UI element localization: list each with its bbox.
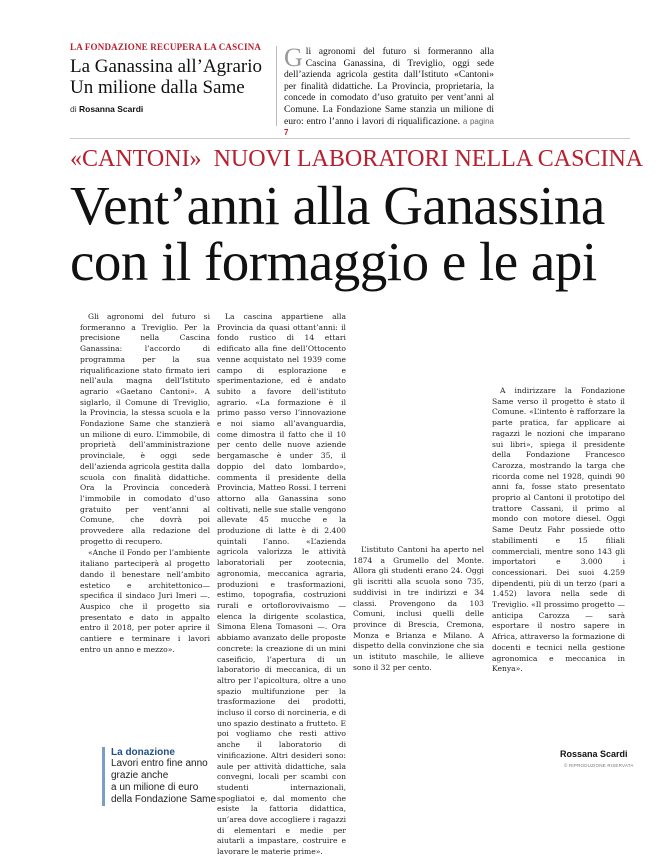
donation-box-title: La donazione xyxy=(111,747,175,758)
section-divider xyxy=(70,138,630,139)
donation-box-line4: della Fondazione Same xyxy=(111,794,217,805)
teaser-title-line2: Un milione dalla Same xyxy=(70,77,245,98)
donation-box xyxy=(102,747,261,806)
teaser-title-line1: La Ganassina all’Agrario xyxy=(70,56,263,77)
summary-dropcap: G xyxy=(284,43,303,72)
teaser-byline xyxy=(70,104,270,114)
paragraph: «Anche il Fondo per l’ambiente italiano parteciperà al progetto dando il benestare nell’ambito estetico e architettonico— specifica il sindaco Juri Imeri —. Auspico che il progetto sia presentato e dato in appalto entro il 2018, per poter aprire il cantiere e terminare i lavori entro un anno e mezzo». xyxy=(80,548,210,654)
paragraph: L’istituto Cantoni ha aperto nel 1874 a Grumello del Monte. Allora gli studenti erano 24. Oggi gli iscritti alla scuola sono 735, suddivisi in tre indirizzi e 34 classi. Provengono da 103 Comuni, inclusi quelli delle province di Brescia, Cremona, Monza e Brianza e Milano. A dispetto della convinzione che sia un istituto maschile, le allieve sono il 32 per cento. xyxy=(353,545,484,672)
donation-box-line2: grazie anche xyxy=(111,770,169,781)
byline-prefix: di xyxy=(70,104,77,114)
headline-line1: Vent’anni alla Ganassina xyxy=(70,175,605,236)
byline-author: Rosanna Scardi xyxy=(79,104,144,114)
donation-box-line1: Lavori entro fine anno xyxy=(111,758,208,769)
headline-overline-text: NUOVI LABORATORI NELLA CASCINA xyxy=(213,146,644,172)
paragraph: La cascina appartiene alla Provincia da quasi ottant’anni: il fondo rustico di 14 ettari edificato alla fine dell’Ottocento venne acquistato nel 1939 come campo di esplorazione e sperimentazione, ed è andato subito a favore dell’istituto agrario. «La formazione è il primo passo verso l’innovazione e noi siamo all’avanguardia, come dimostra il fatto che il 10 per cento delle nuove aziende bergamasche è under 35, il doppio del dato lombardo», commenta il presidente della Provincia, Matteo Rossi. I terreni attorno alla Ganassina sono coltivati, nelle sue stalle vengono allevate 45 mucche e la produzione di latte è di 2.400 quintali l’anno. «L’azienda agricola valorizza le attività laboratoriali per zootecnia, agronomia, meccanica agraria, produzioni e trasformazioni, estimo, topografia, costruzioni rurali e ortoflorovivaismo — elenca la dirigente scolastica, Simona Elena Tomasoni —. Ora abbiamo avanzato delle proposte concrete: la creazione di un mini caseificio, l’apertura di un laboratorio di meccanica, di un altro per l’apicoltura, oltre a uno spazio multifunzione per la trasformazione dei prodotti, incluso il corso di norcineria, e di uno spazio destinato a frutteto. E poi vogliamo che resti attivo anche il laboratorio di vinificazione. Altri desideri sono: aule per attività didattiche, sala convegni, locali per scambi con studenti internazionali, spogliatoi e, dal momento che esiste la fattoria didattica, un’area dove accogliere i ragazzi di elementari e medie per aiutarli a impastare, costruire e lavorare le materie prime». xyxy=(217,312,346,857)
article-column-4 xyxy=(492,386,625,675)
teaser-summary xyxy=(284,43,494,139)
page-reference-number: 7 xyxy=(284,128,289,138)
article-column-1 xyxy=(80,312,210,656)
summary-text: li agronomi del futuro si formeranno alla Cascina Ganassina, di Treviglio, oggi sede dell’azienda agricola gestita dall’Istituto «Cantoni» per finalità didattiche. La Provincia, proprietaria, la concede in comodato d’uso gratuito per vent’anni al Comune. La Fondazione Same stanzia un milione di euro: entro l’anno i lavori di riqualificazione. xyxy=(284,46,494,127)
teaser-kicker: LA FONDAZIONE RECUPERA LA CASCINA xyxy=(70,42,262,52)
headline-tag: «CANTONI» xyxy=(70,146,202,172)
headline-line2: con il formaggio e le api xyxy=(70,231,597,292)
teaser-title xyxy=(70,56,270,98)
page-reference-prefix: a pagina xyxy=(462,116,494,126)
paragraph: Gli agronomi del futuro si formeranno a Treviglio. Per la precisione nella Cascina Ganassina: l’accordo di programma per la sua riqualificazione stato firmato ieri nell’aula magna dell’Istituto agrario «Gaetano Cantoni». A siglarlo, il Comune di Treviglio, la Provincia, la stessa scuola e la Fondazione Same che stanzierà un milione di euro. L’immobile, di proprietà dell’amministrazione provinciale, è oggi sede dell’azienda agricola gestita dalla scuola con finalità didattiche. Ora la Provincia concederà l’immobile in comodato d’uso gratuito per vent’anni al Comune, che dovrà poi provvedere alla redazione del progetto di recupero. xyxy=(80,312,210,546)
main-headline xyxy=(70,175,640,292)
copyright-notice: © RIPRODUZIONE RISERVATA xyxy=(564,763,634,768)
article-column-3 xyxy=(353,545,484,673)
headline-overline xyxy=(70,146,643,173)
donation-box-line3: a un milione di euro xyxy=(111,782,199,793)
article-signature: Rossana Scardi xyxy=(560,749,628,759)
paragraph: A indirizzare la Fondazione Same verso il progetto è stato il Comune. «L’intento è rafforzare la parte pratica, far applicare ai ragazzi le nozioni che imparano sui libri», spiega il presidente della Fondazione Francesco Carozza, mostrando la targa che ricorda come nel 1928, quindi 90 anni fa, fosse stato presentato proprio al Cantoni il prototipo del trattore Cassani, il primo al mondo con motore diesel. Oggi Same Deutz Fahr possiede otto stabilimenti e 15 filiali commerciali, mentre sono 143 gli importatori e 3.000 i concessionari. Dei suoi 4.259 dipendenti, più di un terzo (pari a 1.452) lavora nella sede di Treviglio. «Il prossimo progetto — anticipa Carozza — sarà esportare il nostro sapere in Africa, attraverso la formazione di docenti e tecnici nella gestione agronomica e meccanica in Kenya». xyxy=(492,386,625,674)
top-teaser xyxy=(70,42,270,114)
teaser-divider xyxy=(276,46,277,126)
